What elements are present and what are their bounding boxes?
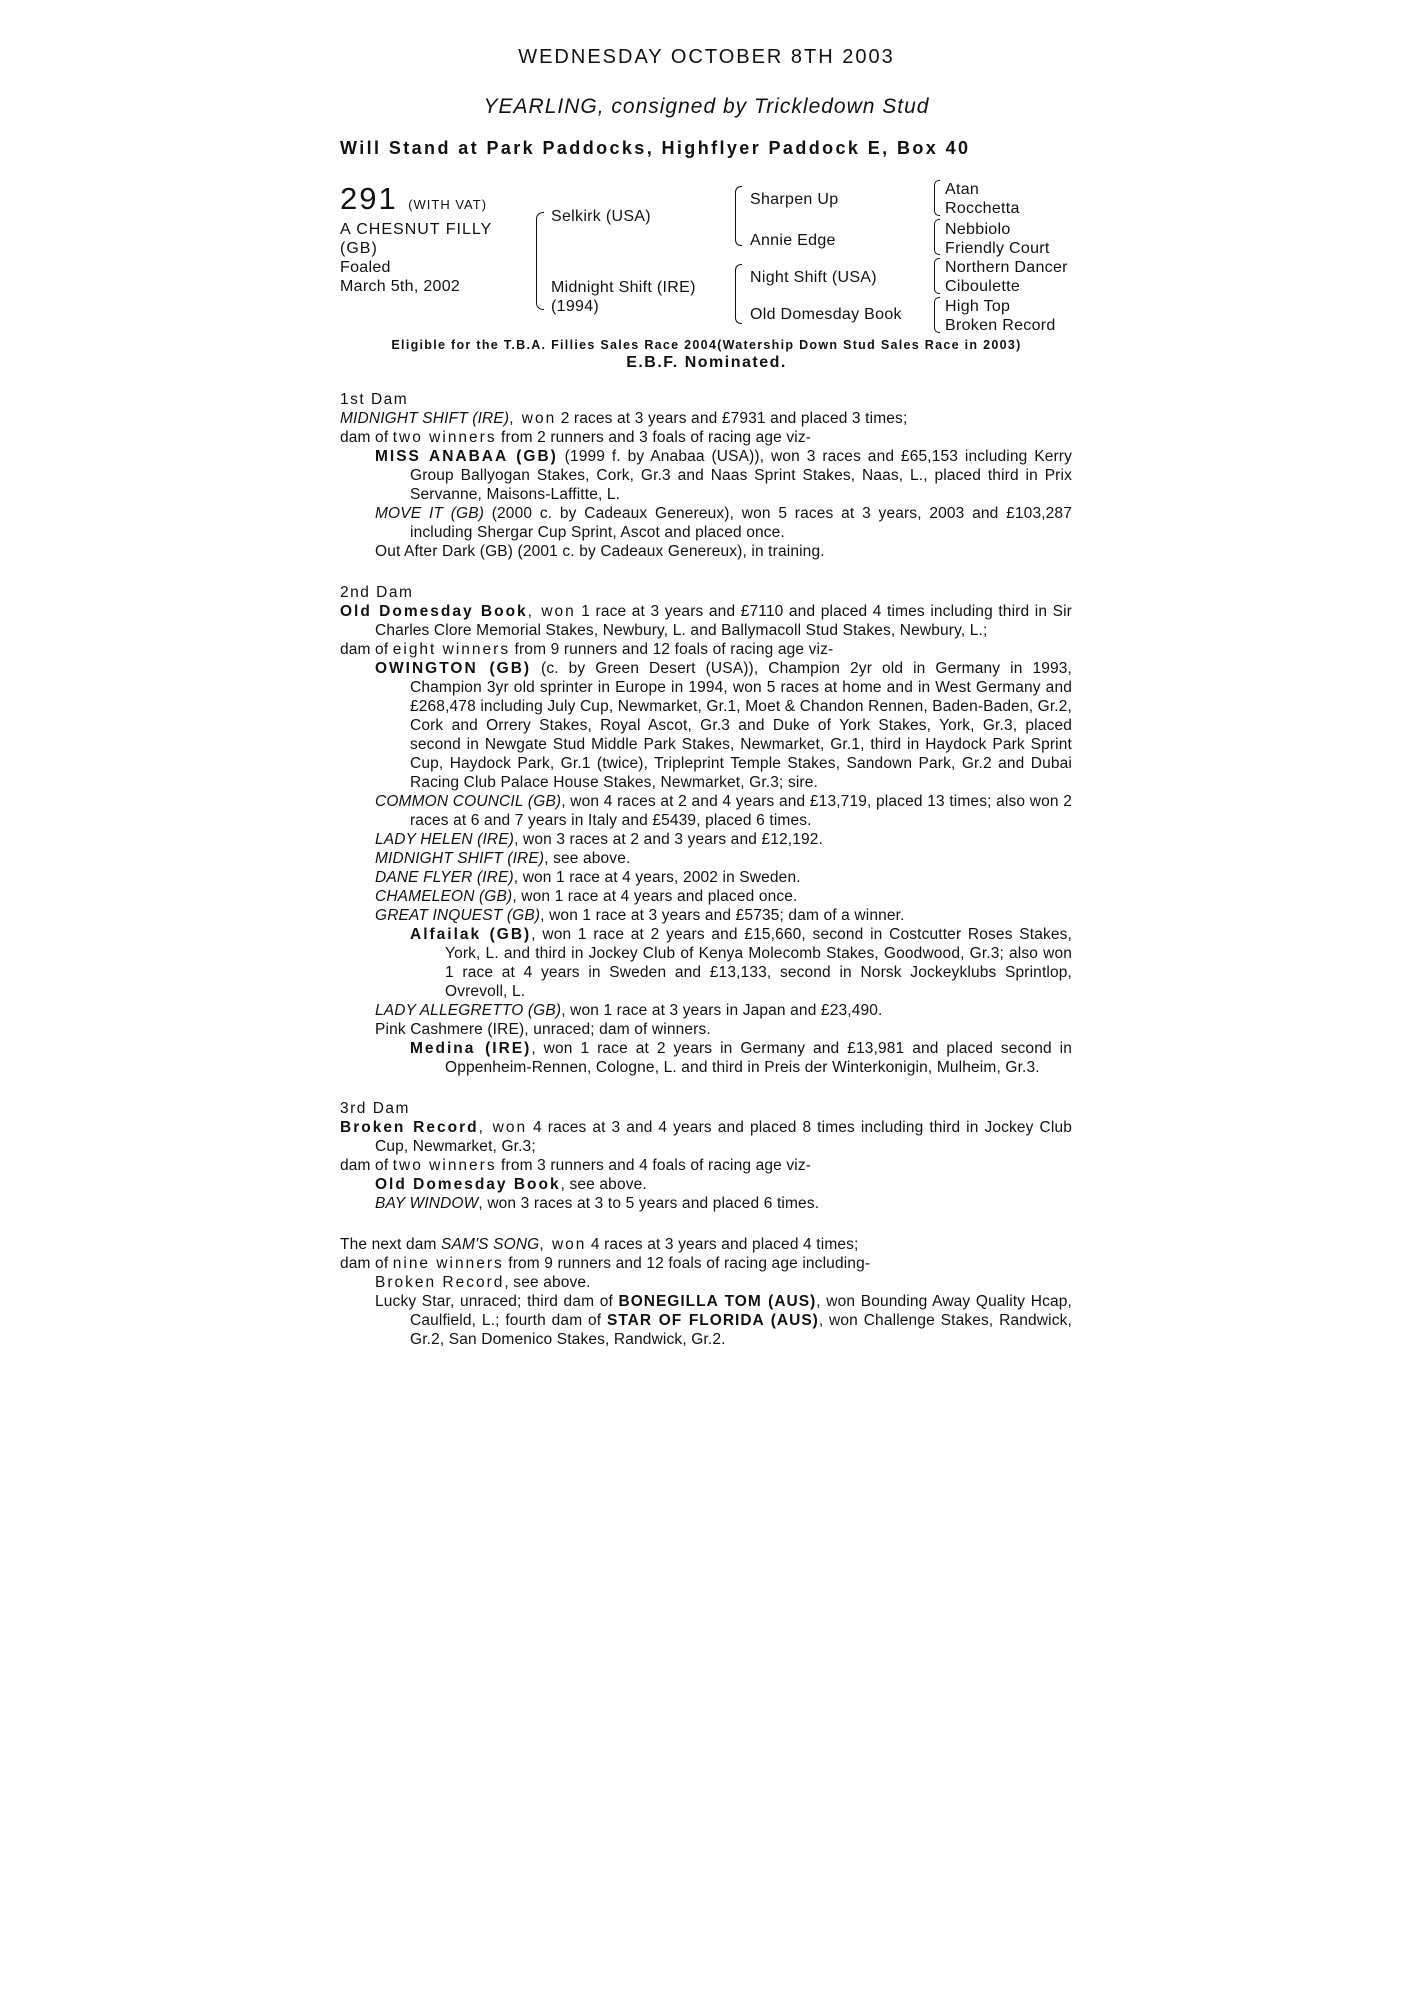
- foaled-date: March 5th, 2002: [340, 278, 461, 295]
- second-dam-produce-6: CHAMELEON (GB), won 1 race at 4 years and placed once.: [375, 888, 798, 905]
- consignment-line: YEARLING, consigned by Trickledown Stud: [483, 95, 930, 118]
- eligibility-note: Eligible for the T.B.A. Fillies Sales Race 2004(Watership Down Stud Sales Race in 2003): [391, 338, 1022, 352]
- third-dam-produce-1: Old Domesday Book, see above.: [375, 1176, 647, 1193]
- second-dam-heading: 2nd Dam: [340, 584, 414, 601]
- horse-description: [340, 220, 525, 296]
- pedigree-brace-sire: [735, 186, 742, 246]
- pedigree-brace-main: [536, 212, 544, 310]
- third-dam-heading: 3rd Dam: [340, 1100, 410, 1117]
- vat-label: (WITH VAT): [408, 197, 488, 212]
- pedigree-ggs-6: Ciboulette: [945, 278, 1021, 295]
- next-dam-produce-2: Lucky Star, unraced; third dam of BONEGILLA TOM (AUS), won Bounding Away Quality Hcap, Caulfield, L.; fourth dam of STAR OF FLORIDA (AUS), won Challenge Stakes, Randwick, Gr.2, San Domenico Stakes, Randwick, Gr.2.: [375, 1293, 1072, 1348]
- pedigree-dam-dam: Old Domesday Book: [750, 306, 902, 323]
- pedigree-ggs-7: High Top: [945, 298, 1011, 315]
- third-dam-line-2: dam of two winners from 3 runners and 4 foals of racing age viz-: [340, 1157, 812, 1174]
- pedigree-ggs-5: Northern Dancer: [945, 259, 1068, 276]
- second-dam-produce-2: COMMON COUNCIL (GB), won 4 races at 2 and 4 years and £13,719, placed 13 times; also won 2 races at 6 and 7 years in Italy and £5439, placed 6 times.: [375, 793, 1073, 829]
- pedigree-ggs-8: Broken Record: [945, 317, 1056, 334]
- first-dam-line-2: dam of two winners from 2 runners and 3 foals of racing age viz-: [340, 429, 812, 446]
- pedigree-sire-dam: Annie Edge: [750, 232, 836, 249]
- second-dam-produce-5: DANE FLYER (IRE), won 1 race at 4 years, 2002 in Sweden.: [375, 869, 801, 886]
- pedigree-ggs-2: Rocchetta: [945, 200, 1020, 217]
- foaled-label: Foaled: [340, 259, 391, 276]
- next-dam-line-2: dam of nine winners from 9 runners and 12 foals of racing age including-: [340, 1255, 871, 1272]
- sale-date: WEDNESDAY OCTOBER 8TH 2003: [518, 46, 895, 68]
- pedigree-brace-ss: [934, 180, 940, 216]
- pedigree-brace-ds: [934, 258, 940, 294]
- pedigree-brace-sd: [934, 219, 940, 255]
- pedigree-dam-year: (1994): [551, 298, 600, 315]
- first-dam-heading: 1st Dam: [340, 391, 409, 408]
- second-dam-produce-7: GREAT INQUEST (GB), won 1 race at 3 years and £5735; dam of a winner.: [375, 907, 905, 924]
- lot-heading: [340, 181, 487, 217]
- catalogue-body: [340, 390, 1072, 1349]
- second-dam-produce-8: Alfailak (GB), won 1 race at 2 years and £15,660, second in Costcutter Roses Stakes, York, L. and third in Jockey Club of Kenya Molecomb Stakes, Goodwood, Gr.3; also won 1 race at 4 years in Sweden and £13,133, second in Norsk Jockeyklubs Sprintlop, Ovrevoll, L.: [410, 926, 1073, 1000]
- second-dam-produce-3: LADY HELEN (IRE), won 3 races at 2 and 3 years and £12,192.: [375, 831, 823, 848]
- second-dam-produce-10: Pink Cashmere (IRE), unraced; dam of winners.: [375, 1021, 711, 1038]
- first-dam-produce-3: Out After Dark (GB) (2001 c. by Cadeaux Genereux), in training.: [375, 543, 825, 560]
- second-dam-line-1: Old Domesday Book, won 1 race at 3 years and £7110 and placed 4 times including third in Sir Charles Clore Memorial Stakes, Newbury, L. and Ballymacoll Stud Stakes, Newbury, L.;: [340, 603, 1072, 639]
- second-dam-line-2: dam of eight winners from 9 runners and 12 foals of racing age viz-: [340, 641, 834, 658]
- second-dam-produce-11: Medina (IRE), won 1 race at 2 years in Germany and £13,981 and placed second in Oppenheim-Rennen, Cologne, L. and third in Preis der Winterkonigin, Mulheim, Gr.3.: [410, 1040, 1073, 1076]
- pedigree-ggs-4: Friendly Court: [945, 240, 1050, 257]
- lot-number: 291: [340, 181, 398, 216]
- pedigree-brace-dam: [735, 264, 742, 324]
- pedigree-dam-sire: Night Shift (USA): [750, 269, 877, 286]
- horse-country: (GB): [340, 240, 378, 257]
- pedigree-brace-dd: [934, 297, 940, 333]
- pedigree-sire: Selkirk (USA): [551, 208, 651, 225]
- location-line: Will Stand at Park Paddocks, Highflyer Paddock E, Box 40: [340, 138, 971, 158]
- second-dam-produce-1: OWINGTON (GB) (c. by Green Desert (USA)), Champion 2yr old in Germany in 1993, Champion 3yr old sprinter in Europe in 1994, won 5 races at home and in West Germany and £268,478 including July Cup, Newmarket, Gr.1, Moet & Chandon Rennen, Baden-Baden, Gr.2, Cork and Orrery Stakes, Royal Ascot, Gr.3 and Duke of York Stakes, York, Gr.3, placed second in Newgate Stud Middle Park Stakes, Newmarket, Gr.1, third in Haydock Park Sprint Cup, Haydock Park, Gr.1 (twice), Tripleprint Temple Stakes, Sandown Park, Gr.2 and Dubai Racing Club Palace House Stakes, Newmarket, Gr.3; sire.: [375, 660, 1072, 791]
- pedigree-ggs-3: Nebbiolo: [945, 221, 1011, 238]
- third-dam-produce-2: BAY WINDOW, won 3 races at 3 to 5 years and placed 6 times.: [375, 1195, 820, 1212]
- first-dam-produce-2: MOVE IT (GB) (2000 c. by Cadeaux Genereux), won 5 races at 3 years, 2003 and £103,287 including Shergar Cup Sprint, Ascot and placed once.: [375, 505, 1072, 541]
- pedigree-sire-sire: Sharpen Up: [750, 191, 839, 208]
- first-dam-line-1: MIDNIGHT SHIFT (IRE), won 2 races at 3 years and £7931 and placed 3 times;: [340, 410, 908, 427]
- pedigree-ggs-1: Atan: [945, 181, 980, 198]
- first-dam-produce-1: MISS ANABAA (GB) (1999 f. by Anabaa (USA)), won 3 races and £65,153 including Kerry Group Ballyogan Stakes, Cork, Gr.3 and Naas Sprint Stakes, Naas, L., placed third in Prix Servanne, Maisons-Laffitte, L.: [375, 448, 1072, 503]
- pedigree-dam: Midnight Shift (IRE): [551, 279, 696, 296]
- third-dam-line-1: Broken Record, won 4 races at 3 and 4 years and placed 8 times including third in Jockey Club Cup, Newmarket, Gr.3;: [340, 1119, 1072, 1155]
- second-dam-produce-9: LADY ALLEGRETTO (GB), won 1 race at 3 years in Japan and £23,490.: [375, 1002, 883, 1019]
- next-dam-line-1: The next dam SAM'S SONG, won 4 races at 3 years and placed 4 times;: [340, 1236, 859, 1253]
- horse-sex-colour: A CHESNUT FILLY: [340, 221, 493, 238]
- ebf-note: E.B.F. Nominated.: [626, 354, 787, 371]
- second-dam-produce-4: MIDNIGHT SHIFT (IRE), see above.: [375, 850, 631, 867]
- next-dam-produce-1: Broken Record, see above.: [375, 1274, 591, 1291]
